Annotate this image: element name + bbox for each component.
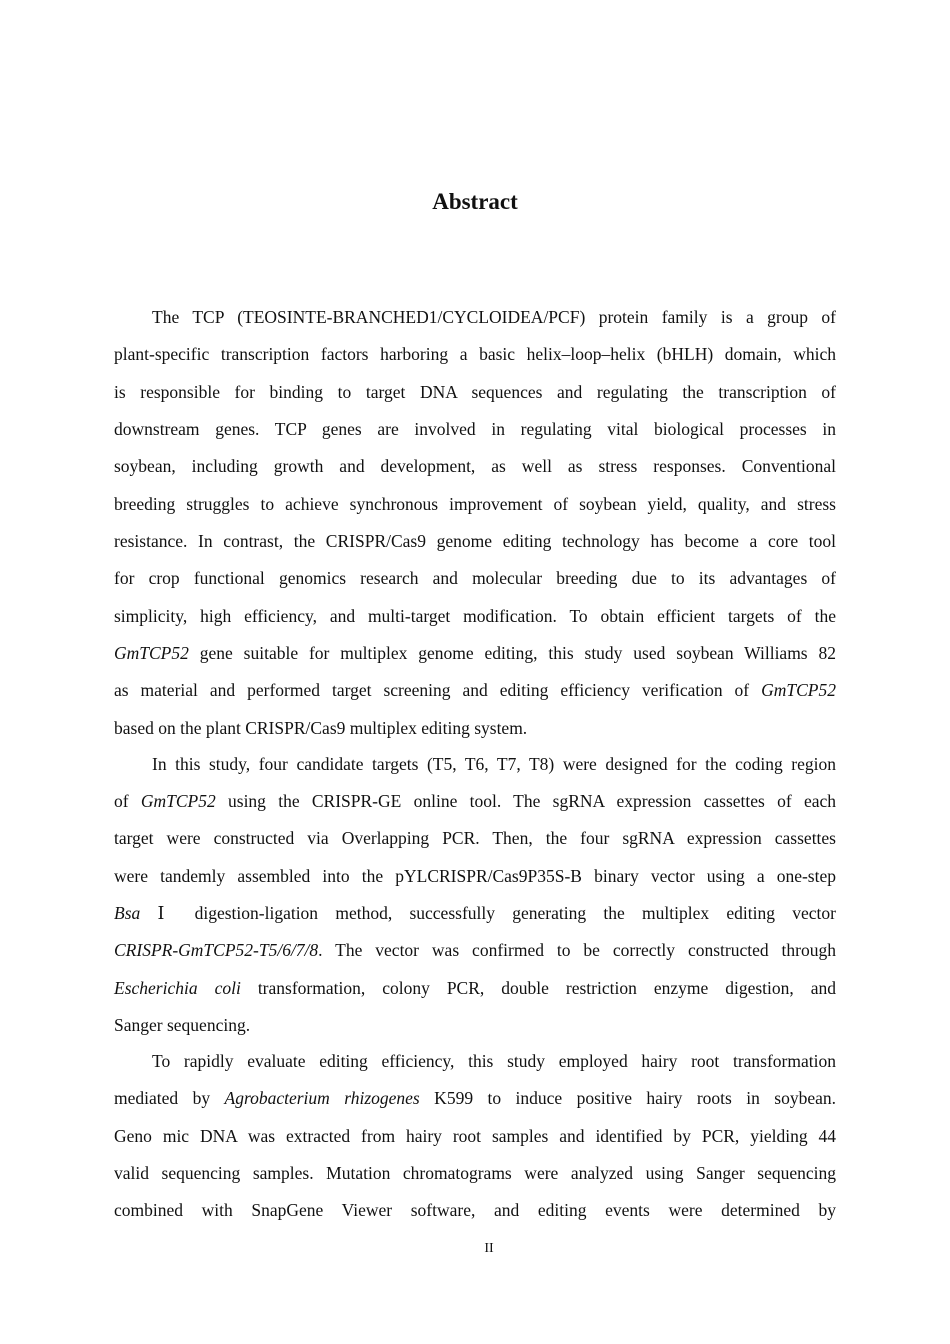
text-line: simplicity, high efficiency, and multi-target modification. To obtain efficient targets of the xyxy=(114,606,836,626)
text-line: is responsible for binding to target DNA sequences and regulating the transcription of xyxy=(114,382,836,402)
text-line: based on the plant CRISPR/Cas9 multiplex editing system. xyxy=(114,718,528,738)
text-line: plant-specific transcription factors harboring a basic helix–loop–helix (bHLH) domain, which xyxy=(114,344,836,364)
gene-name: GmTCP52 xyxy=(114,643,189,663)
gene-name: GmTCP52 xyxy=(140,791,216,811)
text-line: target were constructed via Overlapping PCR. Then, the four sgRNA expression cassettes xyxy=(114,828,836,848)
text-line: resistance. In contrast, the CRISPR/Cas9 genome editing technology has become a core tool xyxy=(114,531,836,551)
text-line: for crop functional genomics research and molecular breeding due to its advantages of xyxy=(114,568,836,588)
text-line: The TCP (TEOSINTE-BRANCHED1/CYCLOIDEA/PCF) protein family is a group of xyxy=(152,307,836,327)
page-title: Abstract xyxy=(432,189,518,214)
vector-name: CRISPR-GmTCP52-T5/6/7/8 xyxy=(114,940,319,960)
text-line: Escherichia coli transformation, colony PCR, double restriction enzyme digestion, and xyxy=(114,978,837,998)
text-line: soybean, including growth and development, as well as stress responses. Conventional xyxy=(114,456,836,476)
text-line: of GmTCP52 using the CRISPR-GE online tool. The sgRNA expression cassettes of each xyxy=(114,791,836,811)
text-line: downstream genes. TCP genes are involved in regulating vital biological processes in xyxy=(114,419,836,439)
enzyme-name: Bsa xyxy=(114,903,141,923)
page-number: II xyxy=(484,1241,494,1256)
text-line: Geno mic DNA was extracted from hairy root samples and identified by PCR, yielding 44 xyxy=(114,1126,836,1146)
species-name: Agrobacterium rhizogenes xyxy=(224,1088,420,1108)
text-line: GmTCP52 gene suitable for multiplex genome editing, this study used soybean Williams 82 xyxy=(114,643,836,663)
text-line: were tandemly assembled into the pYLCRISPR/Cas9P35S-B binary vector using a one-step xyxy=(114,866,836,886)
text-line: In this study, four candidate targets (T5, T6, T7, T8) were designed for the coding region xyxy=(152,754,836,774)
species-name: Escherichia coli xyxy=(114,978,241,998)
text-line: CRISPR-GmTCP52-T5/6/7/8. The vector was confirmed to be correctly constructed through xyxy=(114,940,836,960)
text-line: breeding struggles to achieve synchronous improvement of soybean yield, quality, and stress xyxy=(114,494,836,514)
text-line: Sanger sequencing. xyxy=(114,1015,251,1035)
text-line: valid sequencing samples. Mutation chromatograms were analyzed using Sanger sequencing xyxy=(114,1163,836,1183)
text-line: as material and performed target screening and editing efficiency verification of GmTCP52 xyxy=(114,680,836,700)
gene-name: GmTCP52 xyxy=(761,680,836,700)
text-line: mediated by Agrobacterium rhizogenes K599 to induce positive hairy roots in soybean. xyxy=(114,1088,836,1108)
text-line: combined with SnapGene Viewer software, and editing events were determined by xyxy=(114,1200,836,1220)
text-line: Bsa Ⅰ digestion-ligation method, successfully generating the multiplex editing vector xyxy=(114,903,836,923)
text-line: To rapidly evaluate editing efficiency, this study employed hairy root transformation xyxy=(152,1051,836,1071)
